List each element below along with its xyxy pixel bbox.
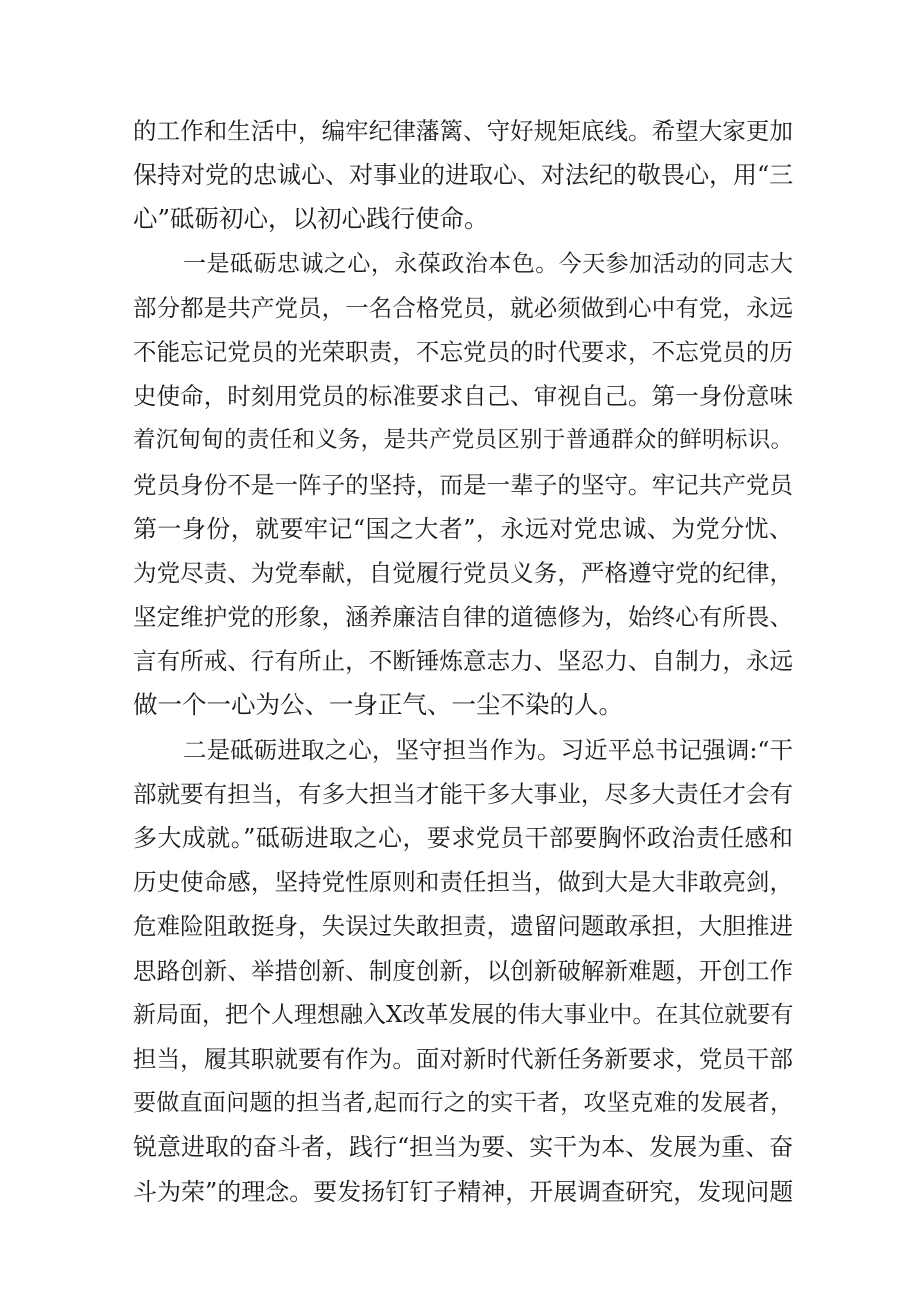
text-line-12: 坚定维护党的形象，涵养廉洁自律的道德修为，始终心有所畏、 [133, 603, 793, 632]
text-line-6: 不能忘记党员的光荣职责，不忘党员的时代要求，不忘党员的历 [133, 337, 793, 366]
text-line-8: 着沉甸甸的责任和义务，是共产党员区别于普通群众的鲜明标识。 [133, 427, 793, 454]
text-line-25: 斗为荣”的理念。要发扬钉钉子精神，开展调查研究，发现问题 [133, 1177, 794, 1206]
text-line-19: 危难险阻敢挺身，失误过失敢担责，遗留问题敢承担，大胆推进 [133, 912, 793, 941]
text-line-10: 第一身份，就要牢记“国之大者”，永远对党忠诚、为党分忧、 [133, 514, 793, 543]
text-line-22: 担当，履其职就要有作为。面对新时代新任务新要求，党员干部 [133, 1044, 793, 1073]
paragraph-2-heading-line: 二是砥砺进取之心，坚守担当作为。习近平总书记强调:“干 [183, 735, 793, 764]
text-line-11: 为党尽责、为党奉献，自觉履行党员义务，严格遵守党的纪律， [133, 558, 793, 587]
text-line-5: 部分都是共产党员，一名合格党员，就必须做到心中有党，永远 [133, 293, 793, 322]
text-line-20: 思路创新、举措创新、制度创新，以创新破解新难题，开创工作 [133, 956, 793, 985]
text-line-13: 言有所戒、行有所止，不断锤炼意志力、坚忍力、自制力，永远 [133, 647, 793, 676]
text-line-14: 做一个一心为公、一身正气、一尘不染的人。 [133, 690, 623, 720]
text-line-17: 多大成就。”砥砺进取之心，要求党员干部要胸怀政治责任感和 [133, 824, 793, 852]
text-line-9: 党员身份不是一阵子的坚持，而是一辈子的坚守。牢记共产党员 [133, 470, 793, 499]
text-line-3: 心”砥砺初心，以初心践行使命。 [133, 204, 489, 234]
text-line-2: 保持对党的忠诚心、对事业的进取心、对法纪的敬畏心，用“三 [133, 161, 794, 190]
text-line-1: 的工作和生活中，编牢纪律藩篱、守好规矩底线。希望大家更加 [133, 117, 793, 145]
paragraph-1-heading-line: 一是砥砺忠诚之心，永葆政治本色。今天参加活动的同志大 [183, 250, 793, 277]
text-line-21: 新局面，把个人理想融入X改革发展的伟大事业中。在其位就要有 [133, 1001, 794, 1028]
text-line-23: 要做直面问题的担当者,起而行之的实干者，攻坚克难的发展者， [133, 1090, 793, 1117]
text-line-16: 部就要有担当，有多大担当才能干多大事业，尽多大责任才会有 [133, 779, 793, 808]
text-line-18: 历史使命感，坚持党性原则和责任担当，做到大是大非敢亮剑， [133, 868, 793, 897]
text-line-24: 锐意进取的奋斗者，践行“担当为要、实干为本、发展为重、奋 [133, 1133, 794, 1162]
document-body [133, 109, 793, 1214]
text-line-7: 史使命，时刻用党员的标准要求自己、审视自己。第一身份意味 [133, 382, 793, 411]
